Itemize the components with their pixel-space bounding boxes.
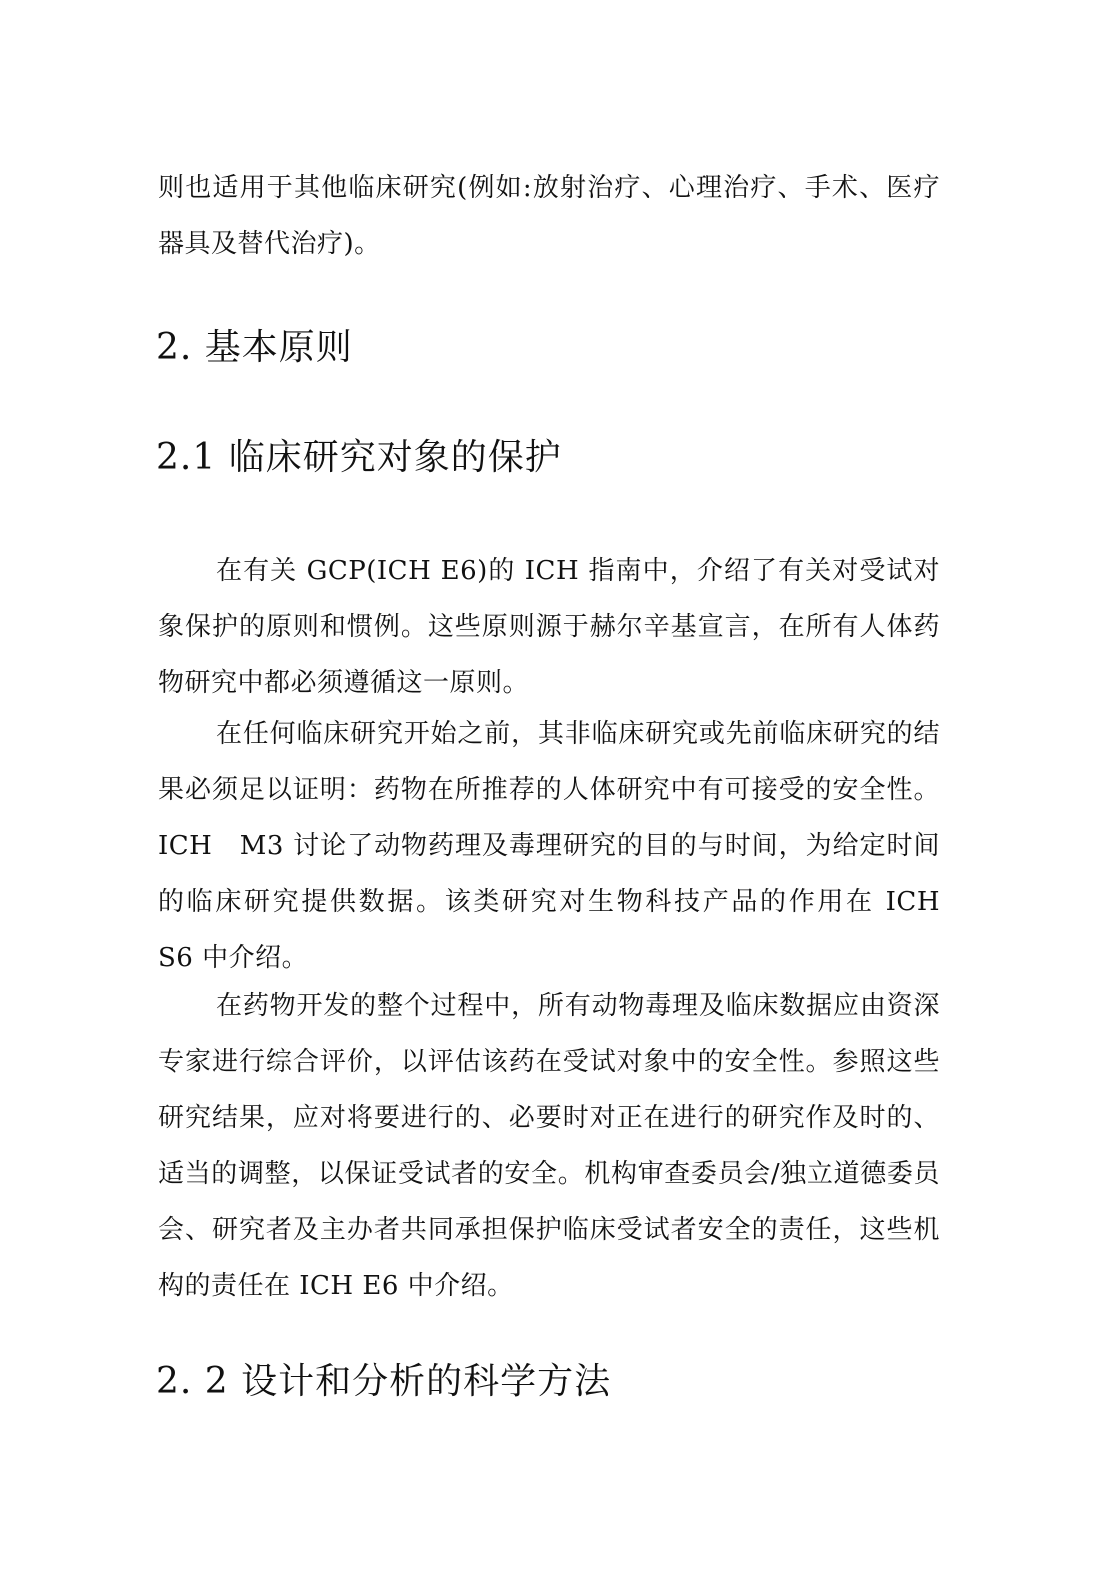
paragraph-subject-protection: 在有关 GCP(ICH E6)的 ICH 指南中，介绍了有关对受试对象保护的原则和惯例。这些原则源于赫尔辛基宣言，在所有人体药物研究中都必须遵循这一原则。 — [158, 556, 940, 698]
section-2-1-heading: 2.1 临床研究对象的保护 — [156, 437, 562, 478]
paragraph-preclinical-safety: 在任何临床研究开始之前，其非临床研究或先前临床研究的结果必须足以证明：药物在所推荐的人体研究中有可接受的安全性。ICH M3 讨论了动物药理及毒理研究的目的与时间，为给定时间的临床研究提供数据。该类研究对生物科技产品的作用在 ICH S6 中介绍。 — [158, 719, 967, 973]
paragraph-safety-evaluation: 在药物开发的整个过程中，所有动物毒理及临床数据应由资深专家进行综合评价，以评估该药在受试对象中的安全性。参照这些研究结果，应对将要进行的、必要时对正在进行的研究作及时的、适当的调整，以保证受试者的安全。机构审查委员会/独立道德委员会、研究者及主办者共同承担保护临床受试者安全的责任，这些机构的责任在 ICH E6 中介绍。 — [158, 991, 940, 1301]
section-2-2-heading: 2. 2 设计和分析的科学方法 — [156, 1361, 612, 1402]
section-2-heading: 2. 基本原则 — [156, 327, 353, 368]
intro-paragraph: 则也适用于其他临床研究(例如:放射治疗、心理治疗、手术、医疗器具及替代治疗)。 — [158, 173, 940, 259]
